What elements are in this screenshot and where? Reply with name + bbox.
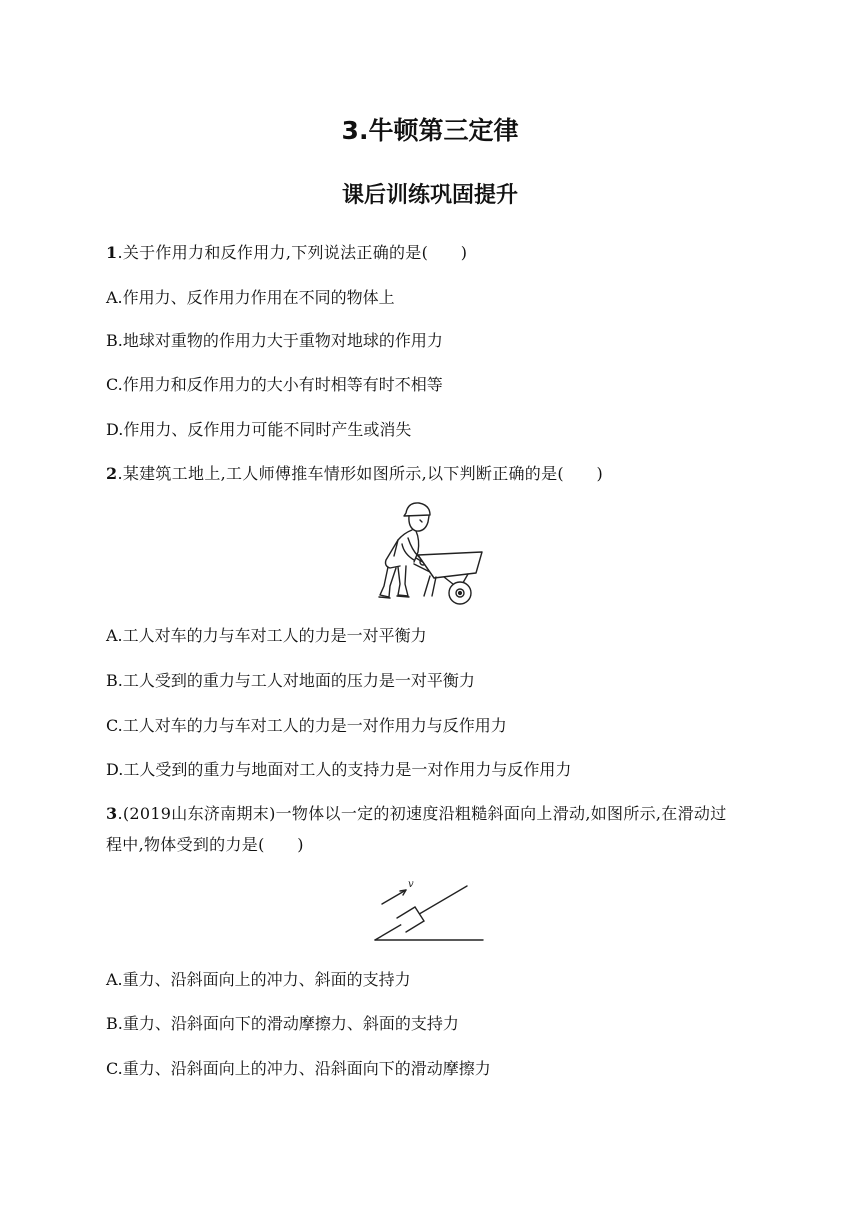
question-text: .关于作用力和反作用力,下列说法正确的是( ) (117, 243, 468, 262)
incline-block-figure (370, 874, 490, 944)
question-3-option-a: A.重力、沿斜面向上的冲力、斜面的支持力 (106, 970, 411, 989)
worker-pushing-cart-figure (374, 500, 486, 608)
question-2-option-a: A.工人对车的力与车对工人的力是一对平衡力 (106, 626, 427, 645)
question-1-option-d: D.作用力、反作用力可能不同时产生或消失 (106, 420, 412, 439)
question-1-option-b: B.地球对重物的作用力大于重物对地球的作用力 (106, 331, 443, 350)
question-3-option-b: B.重力、沿斜面向下的滑动摩擦力、斜面的支持力 (106, 1014, 459, 1033)
question-2-option-d: D.工人受到的重力与地面对工人的支持力是一对作用力与反作用力 (106, 760, 572, 779)
question-3-option-c: C.重力、沿斜面向上的冲力、沿斜面向下的滑动摩擦力 (106, 1059, 491, 1078)
question-1-option-c: C.作用力和反作用力的大小有时相等有时不相等 (106, 375, 443, 394)
question-3-stem-line-1 (106, 803, 727, 825)
section-subtitle: 课后训练巩固提升 (341, 183, 518, 208)
question-text: .某建筑工地上,工人师傅推车情形如图所示,以下判断正确的是( ) (117, 464, 604, 483)
question-3-stem-line-2: 程中,物体受到的力是( ) (106, 835, 304, 854)
question-1-option-a: A.作用力、反作用力作用在不同的物体上 (106, 288, 395, 307)
velocity-label: v (408, 879, 414, 890)
question-number: 2 (106, 464, 118, 483)
question-2-option-b: B.工人受到的重力与工人对地面的压力是一对平衡力 (106, 671, 475, 690)
document-title: 3.牛顿第三定律 (341, 116, 519, 145)
question-2-stem (106, 463, 603, 485)
question-2-option-c: C.工人对车的力与车对工人的力是一对作用力与反作用力 (106, 716, 507, 735)
question-number: 3 (106, 804, 118, 823)
question-number: 1 (106, 243, 118, 262)
question-text: .(2019山东济南期末)一物体以一定的初速度沿粗糙斜面向上滑动,如图所示,在滑动过 (117, 804, 727, 823)
question-1-stem (106, 242, 467, 264)
